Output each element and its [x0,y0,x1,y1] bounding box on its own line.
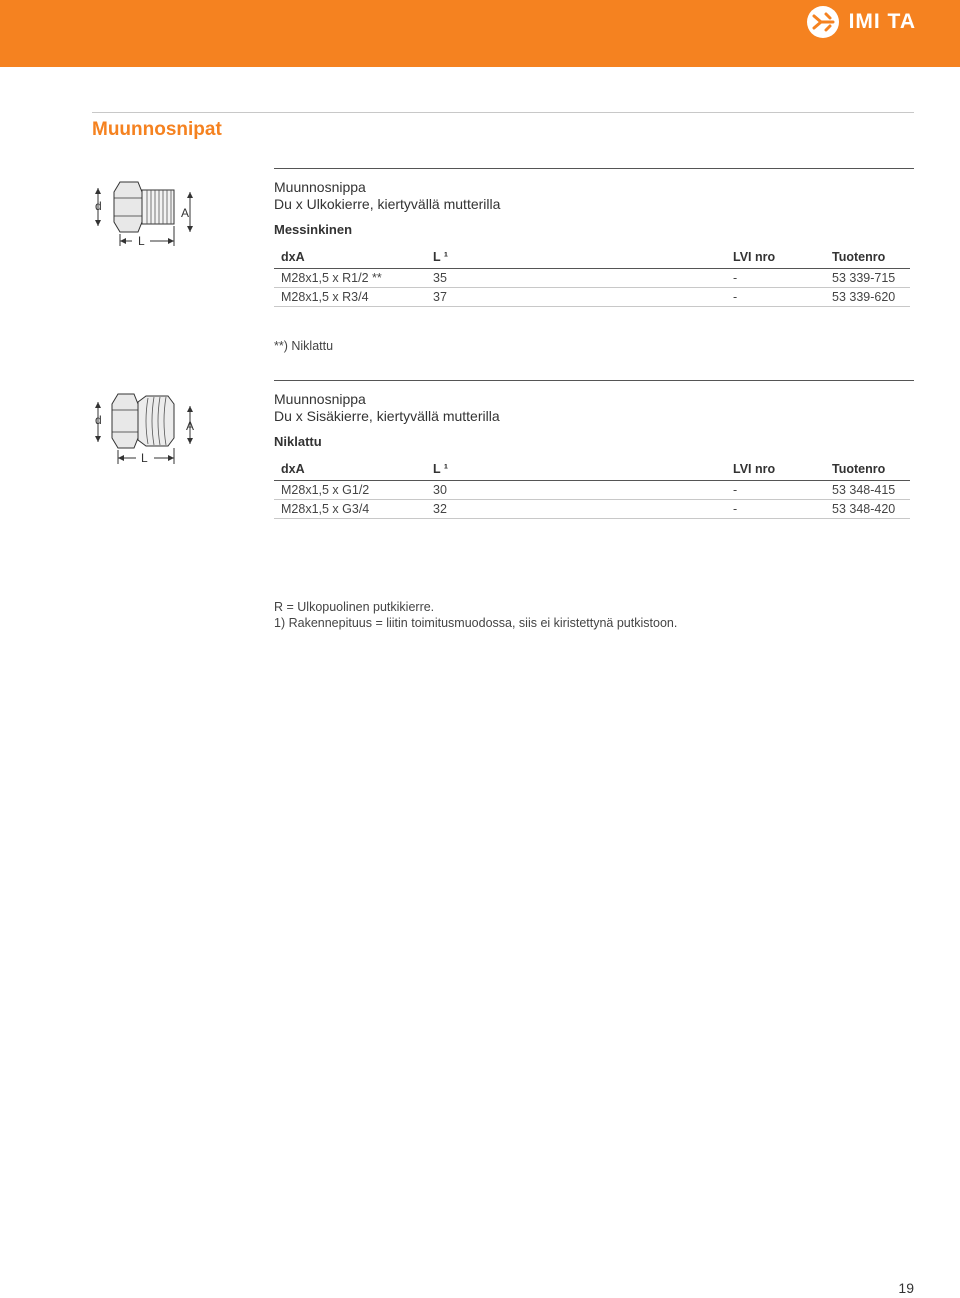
table-row [274,481,910,500]
page-number: 19 [898,1280,914,1296]
dim-a-label: A [181,206,190,220]
section-divider [274,380,914,381]
footnote: R = Ulkopuolinen putkikierre. [274,600,435,614]
table-cell: 53 348-415 [825,481,910,500]
table-cell: 53 339-715 [825,269,910,288]
col-header: dxA [274,247,426,269]
table-note: **) Niklattu [274,339,334,353]
page-title: Muunnosnipat [92,119,222,140]
product-block [274,391,914,519]
product-block [274,179,914,307]
dim-l-label: L [141,451,148,465]
table-cell: 30 [426,481,726,500]
table-cell: M28x1,5 x R1/2 ** [274,269,426,288]
table-cell: - [726,481,825,500]
table-cell: 53 339-620 [825,288,910,307]
table-cell: - [726,269,825,288]
table-header-row [274,459,910,481]
table-cell: 35 [426,269,726,288]
female-thread-nipple-diagram [92,388,204,468]
table-cell: M28x1,5 x R3/4 [274,288,426,307]
product-material: Messinkinen [274,222,353,237]
dim-l-label: L [138,234,145,248]
table-cell: M28x1,5 x G3/4 [274,500,426,519]
brand-logo[interactable] [806,4,916,40]
spec-table [274,459,910,519]
table-cell: M28x1,5 x G1/2 [274,481,426,500]
col-header: Tuotenro [825,247,910,269]
male-thread-nipple-diagram [92,178,202,250]
col-header: L ¹ [426,459,726,481]
table-header-row [274,247,910,269]
product-description: Du x Ulkokierre, kiertyvällä mutterilla [274,196,501,212]
section-divider [274,168,914,169]
table-row [274,269,910,288]
brand-name: IMI TA [848,10,916,33]
col-header: Tuotenro [825,459,910,481]
header-bar [0,0,960,67]
dim-d-label: d [95,199,102,213]
product-description: Du x Sisäkierre, kiertyvällä mutterilla [274,408,500,424]
dim-a-label: A [186,419,195,433]
footnotes [274,599,677,631]
table-cell: 53 348-420 [825,500,910,519]
table-row [274,288,910,307]
product-name: Muunnosnippa [274,391,366,407]
imi-ta-logo-icon [806,5,840,39]
col-header: LVI nro [726,247,825,269]
table-row [274,500,910,519]
product-name: Muunnosnippa [274,179,366,195]
table-cell: - [726,288,825,307]
col-header: L ¹ [426,247,726,269]
spec-table [274,247,910,307]
col-header: dxA [274,459,426,481]
dim-d-label: d [95,413,102,427]
product-material: Niklattu [274,434,322,449]
table-cell: 37 [426,288,726,307]
table-cell: 32 [426,500,726,519]
title-divider [92,112,914,113]
footnote: 1) Rakennepituus = liitin toimitusmuodossa, siis ei kiristettynä putkistoon. [274,616,678,630]
table-cell: - [726,500,825,519]
col-header: LVI nro [726,459,825,481]
